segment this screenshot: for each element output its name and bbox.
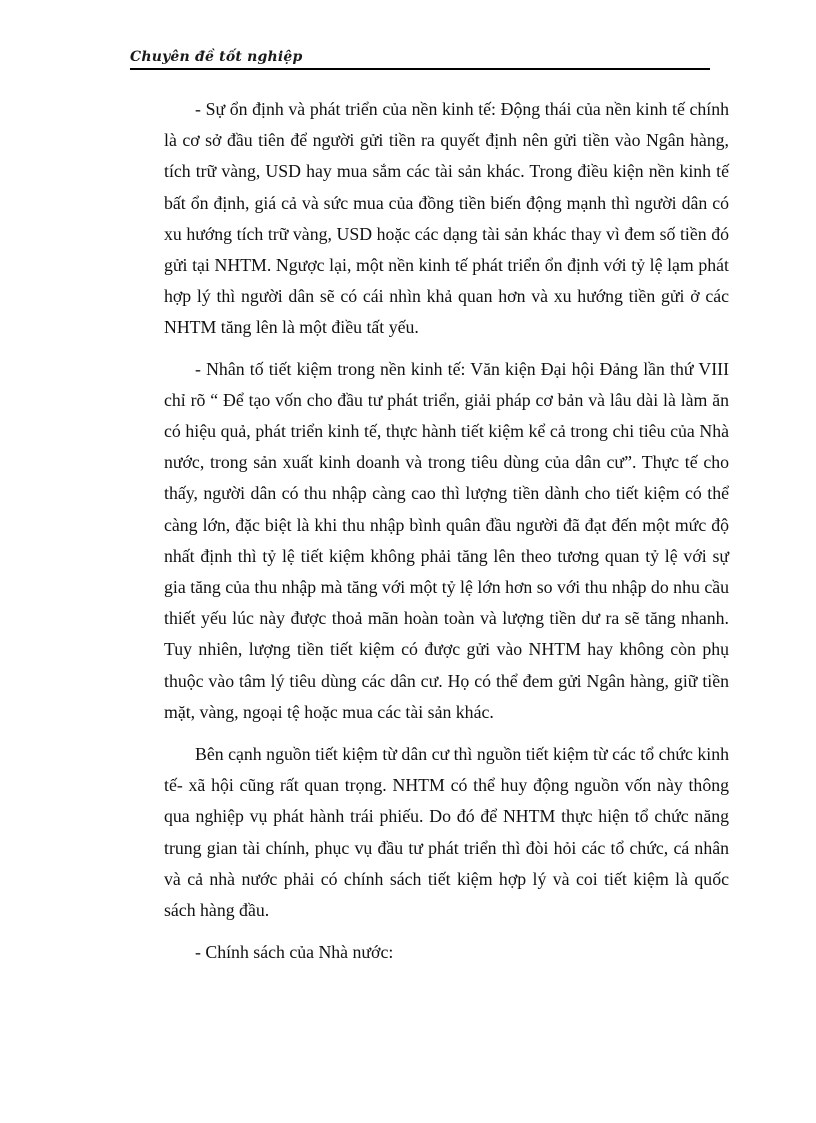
- header-title: Chuyên đề tốt nghiệp: [130, 49, 303, 65]
- paragraph-saving-factor: - Nhân tố tiết kiệm trong nền kinh tế: Văn kiện Đại hội Đảng lần thứ VIII chỉ rõ “ Để tạo vốn cho đầu tư phát triển, giải pháp cơ bản và lâu dài là làm ăn có hiệu quả, phát triển kinh tế, thực hành tiết kiệm kể cả trong chi tiêu của Nhà nước, trong sản xuất kinh doanh và trong tiêu dùng của dân cư”. Thực tế cho thấy, người dân có thu nhập càng cao thì lượng tiền dành cho tiết kiệm có thể càng lớn, đặc biệt là khi thu nhập bình quân đầu người đã đạt đến một mức độ nhất định thì tỷ lệ tiết kiệm không phải tăng lên theo tương quan tỷ lệ với sự gia tăng của thu nhập mà tăng với một tỷ lệ lớn hơn so với thu nhập do nhu cầu thiết yếu lúc này được thoả mãn hoàn toàn và lượng tiền dư ra sẽ tăng nhanh. Tuy nhiên, lượng tiền tiết kiệm có được gửi vào NHTM hay không còn phụ thuộc vào tâm lý tiêu dùng các dân cư. Họ có thể đem gửi Ngân hàng, giữ tiền mặt, vàng, ngoại tệ hoặc mua các tài sản khác.: [164, 358, 729, 722]
- paragraph-economic-stability: - Sự ổn định và phát triển của nền kinh tế: Động thái của nền kinh tế chính là cơ sở đầu tiên để người gửi tiền ra quyết định nên gửi tiền vào Ngân hàng, tích trữ vàng, USD hay mua sắm các tài sản khác. Trong điều kiện nền kinh tế bất ổn định, giá cả và sức mua của đồng tiền biến động mạnh thì người dân có xu hướng tích trữ vàng, USD hoặc các dạng tài sản khác thay vì đem số tiền đó gửi tại NHTM. Ngược lại, một nền kinh tế phát triển ổn định với tỷ lệ lạm phát hợp lý thì người dân sẽ có cái nhìn khả quan hơn và xu hướng tiền gửi ở các NHTM tăng lên là một điều tất yếu.: [164, 99, 729, 338]
- header-rule: [130, 68, 710, 70]
- page-header: [130, 47, 710, 71]
- document-body: [164, 94, 729, 968]
- paragraph-organization-savings: Bên cạnh nguồn tiết kiệm từ dân cư thì nguồn tiết kiệm từ các tổ chức kinh tế- xã hội cũng rất quan trọng. NHTM có thể huy động nguồn vốn này thông qua nghiệp vụ phát hành trái phiếu. Do đó để NHTM thực hiện tổ chức năng trung gian tài chính, phục vụ đầu tư phát triển thì đòi hỏi các tổ chức, cá nhân và cả nhà nước phải có chính sách tiết kiệm hợp lý và coi tiết kiệm là quốc sách hàng đầu.: [164, 744, 729, 921]
- paragraph-state-policy: - Chính sách của Nhà nước:: [195, 942, 394, 963]
